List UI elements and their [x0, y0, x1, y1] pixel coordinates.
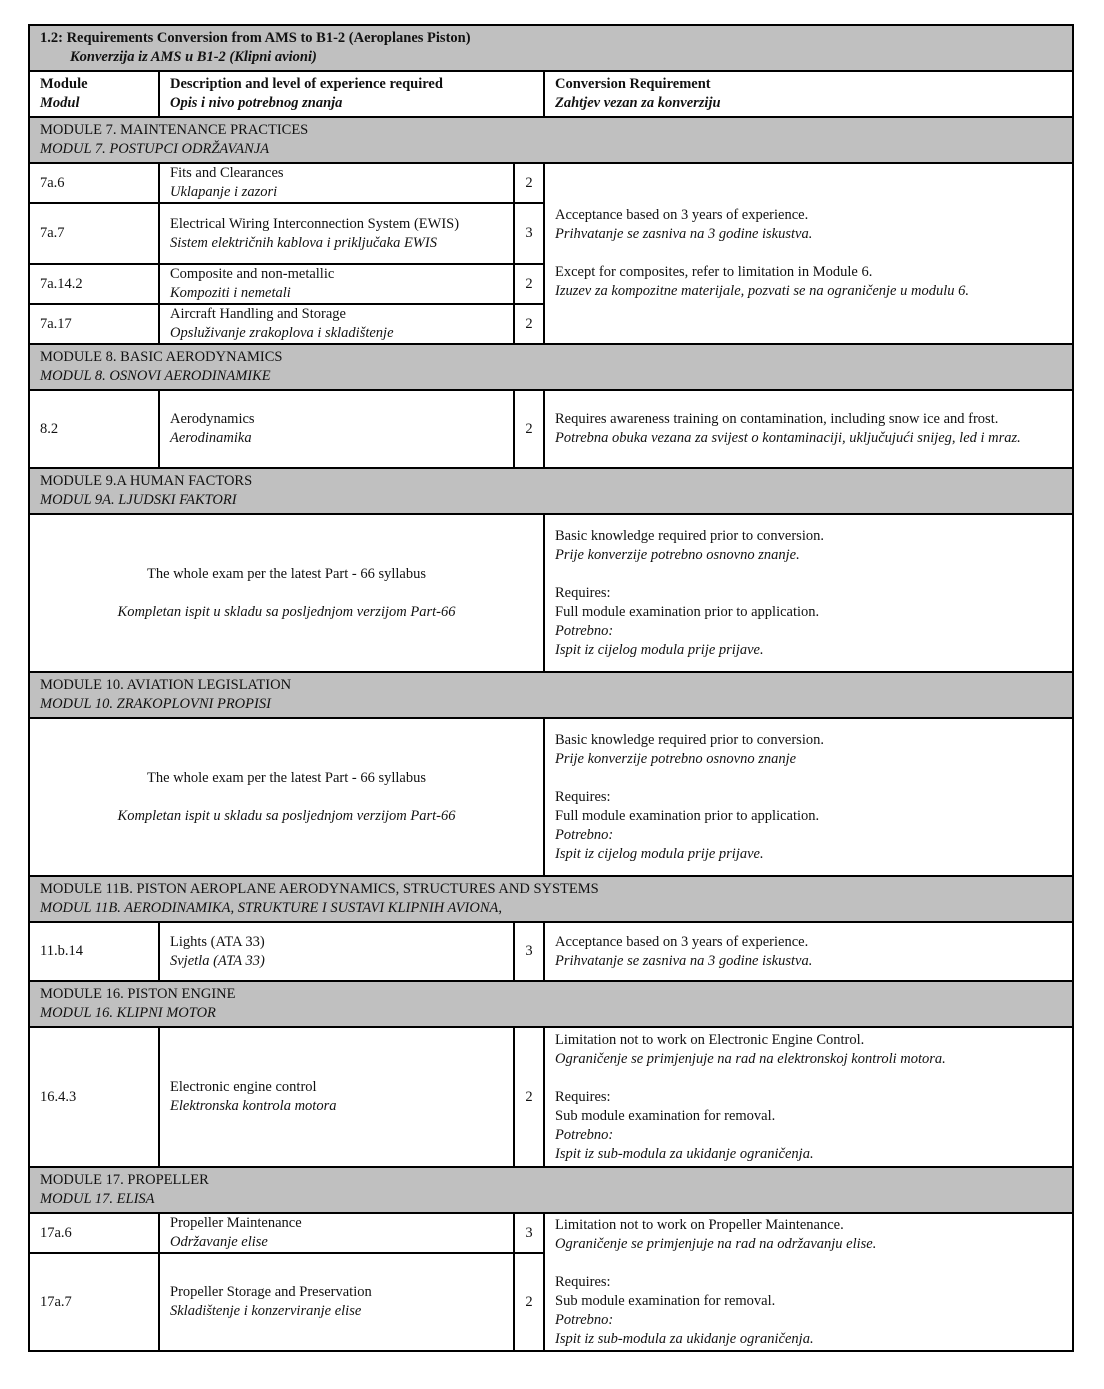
potrebno-label: Potrebno: — [555, 826, 614, 843]
section-title-hr: MODUL 11B. AERODINAMIKA, STRUKTURE I SUSTAVI KLIPNIH AVIONA, — [40, 900, 502, 916]
conversion-hr: Prije konverzije potrebno osnovno znanje — [555, 750, 797, 767]
description-hr: Održavanje elise — [170, 1234, 268, 1250]
description-hr: Elektronska kontrola motora — [170, 1098, 337, 1114]
requirement-hr: Ispit iz cijelog modula prije prijave. — [555, 641, 764, 658]
requirement-en: Sub module examination for removal. — [555, 1292, 776, 1309]
column-header-description — [159, 71, 544, 117]
description — [159, 390, 514, 468]
section-header-module-17 — [29, 1167, 1073, 1213]
column-header-description-en: Description and level of experience required — [170, 76, 443, 92]
section-title-hr: MODUL 7. POSTUPCI ODRŽAVANJA — [40, 141, 270, 157]
module-code: 7a.14.2 — [29, 264, 159, 304]
level: 3 — [514, 203, 544, 264]
section-header-module-9a — [29, 468, 1073, 514]
conversion-requirement — [544, 390, 1073, 468]
column-header-conversion-hr: Zahtjev vezan za konverziju — [555, 95, 721, 111]
conversion-hr: Prihvatanje se zasniva na 3 godine iskustva. — [555, 226, 813, 242]
description-en: Propeller Storage and Preservation — [170, 1284, 372, 1300]
table-row — [29, 1213, 1073, 1253]
level: 3 — [514, 1213, 544, 1253]
column-header-module-en: Module — [40, 76, 88, 92]
spacer — [555, 565, 1062, 584]
section-header-module-8 — [29, 344, 1073, 390]
conversion-en: Limitation not to work on Electronic Engine Control. — [555, 1031, 865, 1048]
module-code: 16.4.3 — [29, 1027, 159, 1167]
section-header — [29, 117, 1073, 163]
level: 2 — [514, 1253, 544, 1351]
level: 2 — [514, 163, 544, 203]
requirement-hr: Ispit iz sub-modula za ukidanje ograničenja. — [555, 1145, 814, 1162]
level: 2 — [514, 304, 544, 344]
section-header — [29, 876, 1073, 922]
whole-exam-description — [29, 514, 544, 672]
description-en: Composite and non-metallic — [170, 266, 335, 282]
requirement-en: Full module examination prior to application. — [555, 603, 820, 620]
module-code: 7a.7 — [29, 203, 159, 264]
table-row — [29, 514, 1073, 672]
requires-label: Requires: — [555, 1088, 611, 1105]
description — [159, 1027, 514, 1167]
description-en: Aircraft Handling and Storage — [170, 306, 346, 322]
section-title-hr: MODUL 16. KLIPNI MOTOR — [40, 1005, 216, 1021]
title-en: 1.2: Requirements Conversion from AMS to B1-2 (Aeroplanes Piston) — [40, 30, 471, 46]
description-en: Aerodynamics — [170, 411, 255, 427]
conversion-note-en: Except for composites, refer to limitation in Module 6. — [555, 264, 873, 280]
description — [159, 264, 514, 304]
table-row — [29, 718, 1073, 876]
requires-label: Requires: — [555, 788, 611, 805]
conversion-en: Acceptance based on 3 years of experience. — [555, 207, 809, 223]
column-header-conversion-en: Conversion Requirement — [555, 76, 711, 92]
description-en: Fits and Clearances — [170, 165, 284, 181]
conversion-note-hr: Izuzev za kompozitne materijale, pozvati se na ograničenje u modulu 6. — [555, 283, 969, 299]
description — [159, 1253, 514, 1351]
spacer — [555, 769, 1062, 788]
description-hr: Sistem električnih kablova i priključaka EWIS — [170, 234, 437, 251]
section-title-hr: MODUL 8. OSNOVI AERODINAMIKE — [40, 368, 271, 384]
requires-label: Requires: — [555, 584, 611, 601]
whole-exam-hr: Kompletan ispit u skladu sa posljednjom verzijom Part-66 — [117, 603, 456, 620]
table-row — [29, 1027, 1073, 1167]
conversion-hr: Potrebna obuka vezana za svijest o kontaminaciji, uključujući snijeg, led i mraz. — [555, 430, 1021, 446]
level: 2 — [514, 390, 544, 468]
description-en: Electrical Wiring Interconnection System (EWIS) — [170, 215, 460, 232]
section-title-en: MODULE 7. MAINTENANCE PRACTICES — [40, 122, 309, 138]
conversion-requirement — [544, 163, 1073, 344]
whole-exam-hr: Kompletan ispit u skladu sa posljednjom verzijom Part-66 — [117, 807, 456, 824]
column-header-description-hr: Opis i nivo potrebnog znanja — [170, 95, 343, 111]
module-code: 17a.7 — [29, 1253, 159, 1351]
conversion-requirement — [544, 1213, 1073, 1351]
spacer — [555, 1069, 1062, 1088]
section-header — [29, 981, 1073, 1027]
description — [159, 163, 514, 203]
requirement-hr: Ispit iz sub-modula za ukidanje ograničenja. — [555, 1330, 814, 1347]
section-header — [29, 672, 1073, 718]
conversion-hr: Prije konverzije potrebno osnovno znanje. — [555, 546, 800, 563]
conversion-en: Basic knowledge required prior to conversion. — [555, 527, 824, 544]
module-code: 11.b.14 — [29, 922, 159, 981]
potrebno-label: Potrebno: — [555, 1126, 614, 1143]
conversion-hr: Prihvatanje se zasniva na 3 godine iskustva. — [555, 952, 813, 969]
conversion-en: Limitation not to work on Propeller Maintenance. — [555, 1216, 844, 1233]
description — [159, 1213, 514, 1253]
requirement-en: Sub module examination for removal. — [555, 1107, 776, 1124]
section-header-module-10 — [29, 672, 1073, 718]
description-hr: Skladištenje i konzerviranje elise — [170, 1303, 362, 1319]
section-title-hr: MODUL 9A. LJUDSKI FAKTORI — [40, 492, 237, 508]
conversion-hr: Ograničenje se primjenjuje na rad na elektronskoj kontroli motora. — [555, 1050, 946, 1067]
section-title-hr: MODUL 10. ZRAKOPLOVNI PROPISI — [40, 696, 271, 712]
conversion-en: Acceptance based on 3 years of experience. — [555, 933, 809, 950]
section-header — [29, 1167, 1073, 1213]
level: 2 — [514, 1027, 544, 1167]
whole-exam-en: The whole exam per the latest Part - 66 syllabus — [146, 769, 427, 786]
description-hr: Opsluživanje zrakoplova i skladištenje — [170, 325, 394, 341]
module-code: 7a.6 — [29, 163, 159, 203]
table-row — [29, 922, 1073, 981]
conversion-en: Basic knowledge required prior to conversion. — [555, 731, 824, 748]
column-header-module-hr: Modul — [40, 95, 80, 111]
conversion-requirement — [544, 1027, 1073, 1167]
description-en: Electronic engine control — [170, 1079, 317, 1095]
column-header-module — [29, 71, 159, 117]
requirement-hr: Ispit iz cijelog modula prije prijave. — [555, 845, 764, 862]
section-title-en: MODULE 11B. PISTON AEROPLANE AERODYNAMICS, STRUCTURES AND SYSTEMS — [40, 881, 599, 897]
section-title-en: MODULE 17. PROPELLER — [40, 1172, 209, 1188]
requirement-en: Full module examination prior to application. — [555, 807, 820, 824]
column-header-conversion — [544, 71, 1073, 117]
level: 3 — [514, 922, 544, 981]
conversion-requirement — [544, 922, 1073, 981]
description-en: Propeller Maintenance — [170, 1215, 302, 1231]
module-code: 17a.6 — [29, 1213, 159, 1253]
description-hr: Aerodinamika — [170, 430, 252, 446]
table-title-row — [29, 25, 1073, 71]
section-title-en: MODULE 16. PISTON ENGINE — [40, 986, 236, 1002]
module-code: 7a.17 — [29, 304, 159, 344]
level: 2 — [514, 264, 544, 304]
requirements-table — [28, 24, 1074, 1352]
description-en: Lights (ATA 33) — [170, 933, 265, 950]
title-hr: Konverzija iz AMS u B1-2 (Klipni avioni) — [70, 49, 317, 65]
potrebno-label: Potrebno: — [555, 622, 614, 639]
conversion-requirement — [544, 718, 1073, 876]
table-title — [29, 25, 1073, 71]
module-code: 8.2 — [29, 390, 159, 468]
section-title-en: MODULE 9.A HUMAN FACTORS — [40, 473, 253, 489]
description — [159, 922, 514, 981]
description-hr: Svjetla (ATA 33) — [170, 952, 265, 969]
spacer — [40, 788, 533, 807]
description-hr: Uklapanje i zazori — [170, 184, 278, 200]
section-header — [29, 468, 1073, 514]
spacer — [40, 584, 533, 603]
section-title-hr: MODUL 17. ELISA — [40, 1191, 155, 1207]
spacer — [555, 244, 1062, 263]
conversion-requirement — [544, 514, 1073, 672]
table-row — [29, 390, 1073, 468]
description — [159, 203, 514, 264]
column-header-row — [29, 71, 1073, 117]
potrebno-label: Potrebno: — [555, 1311, 614, 1328]
spacer — [555, 1254, 1062, 1273]
section-header-module-11b — [29, 876, 1073, 922]
requires-label: Requires: — [555, 1273, 611, 1290]
conversion-hr: Ograničenje se primjenjuje na rad na održavanju elise. — [555, 1235, 877, 1252]
whole-exam-en: The whole exam per the latest Part - 66 syllabus — [146, 565, 427, 582]
section-header-module-16 — [29, 981, 1073, 1027]
whole-exam-description — [29, 718, 544, 876]
table-row — [29, 163, 1073, 203]
conversion-en: Requires awareness training on contamination, including snow ice and frost. — [555, 411, 999, 427]
section-title-en: MODULE 10. AVIATION LEGISLATION — [40, 677, 292, 693]
section-title-en: MODULE 8. BASIC AERODYNAMICS — [40, 349, 283, 365]
description-hr: Kompoziti i nemetali — [170, 285, 291, 301]
section-header — [29, 344, 1073, 390]
section-header-module-7 — [29, 117, 1073, 163]
description — [159, 304, 514, 344]
